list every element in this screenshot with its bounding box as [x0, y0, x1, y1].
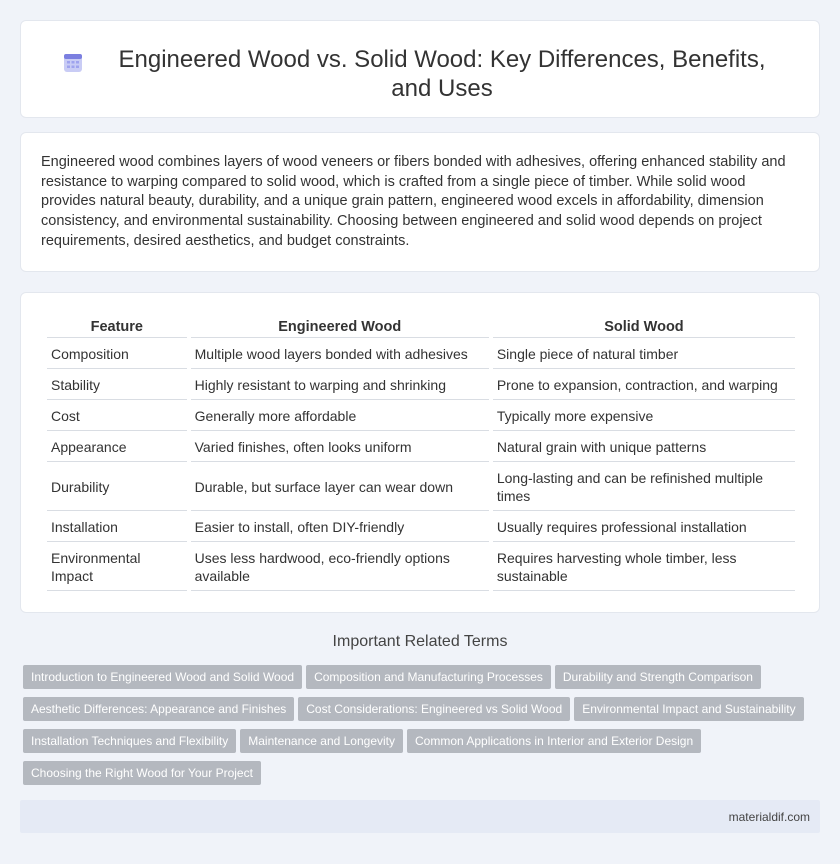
table-row [47, 371, 795, 400]
related-term-tag[interactable]: Cost Considerations: Engineered vs Solid Wood [298, 697, 570, 721]
comparison-table [43, 317, 799, 593]
footer [20, 800, 820, 833]
solid-cell: Single piece of natural timber [493, 340, 795, 369]
intro-card [20, 132, 820, 272]
table-row [47, 464, 795, 511]
header-engineered-wood: Engineered Wood [191, 319, 489, 338]
related-term-tag[interactable]: Introduction to Engineered Wood and Solid Wood [23, 665, 302, 689]
related-term-tag[interactable]: Durability and Strength Comparison [555, 665, 761, 689]
table-row [47, 544, 795, 591]
document-icon [61, 51, 85, 75]
table-row [47, 433, 795, 462]
table-row [47, 513, 795, 542]
header-feature: Feature [47, 319, 187, 338]
related-term-tag[interactable]: Choosing the Right Wood for Your Project [23, 761, 261, 785]
table-row [47, 340, 795, 369]
related-term-tag[interactable]: Common Applications in Interior and Exterior Design [407, 729, 701, 753]
feature-cell: Appearance [47, 433, 187, 462]
page-title: Engineered Wood vs. Solid Wood: Key Differences, Benefits, and Uses [118, 46, 766, 102]
feature-cell: Environmental Impact [47, 544, 187, 591]
solid-cell: Natural grain with unique patterns [493, 433, 795, 462]
feature-cell: Composition [47, 340, 187, 369]
solid-cell: Typically more expensive [493, 402, 795, 431]
intro-paragraph: Engineered wood combines layers of wood veneers or fibers bonded with adhesives, offering enhanced stability and resistance to warping compared to solid wood, which is crafted from a single piece of timber. While solid wood provides natural beauty, durability, and a unique grain pattern, engineered wood excels in affordability, dimension consistency, and environmental sustainability. Choosing between engineered and solid wood depends on project requirements, desired aesthetics, and budget constraints. [41, 154, 786, 249]
related-terms-list [23, 665, 823, 793]
solid-cell: Long-lasting and can be refinished multiple times [493, 464, 795, 511]
table-row [47, 402, 795, 431]
solid-cell: Prone to expansion, contraction, and warping [493, 371, 795, 400]
footer-site-link[interactable]: materialdif.com [728, 810, 810, 824]
related-term-tag[interactable]: Composition and Manufacturing Processes [306, 665, 551, 689]
title-wrap [21, 21, 819, 103]
engineered-cell: Durable, but surface layer can wear down [191, 464, 489, 511]
related-term-tag[interactable]: Environmental Impact and Sustainability [574, 697, 803, 721]
feature-cell: Cost [47, 402, 187, 431]
title-card [20, 20, 820, 118]
engineered-cell: Highly resistant to warping and shrinking [191, 371, 489, 400]
engineered-cell: Multiple wood layers bonded with adhesives [191, 340, 489, 369]
related-term-tag[interactable]: Aesthetic Differences: Appearance and Finishes [23, 697, 294, 721]
feature-cell: Durability [47, 464, 187, 511]
comparison-card [20, 292, 820, 613]
feature-cell: Stability [47, 371, 187, 400]
header-solid-wood: Solid Wood [493, 319, 795, 338]
engineered-cell: Generally more affordable [191, 402, 489, 431]
solid-cell: Usually requires professional installation [493, 513, 795, 542]
solid-cell: Requires harvesting whole timber, less sustainable [493, 544, 795, 591]
related-term-tag[interactable]: Installation Techniques and Flexibility [23, 729, 236, 753]
feature-cell: Installation [47, 513, 187, 542]
engineered-cell: Varied finishes, often looks uniform [191, 433, 489, 462]
related-terms-title: Important Related Terms [332, 633, 508, 650]
related-term-tag[interactable]: Maintenance and Longevity [240, 729, 403, 753]
engineered-cell: Easier to install, often DIY-friendly [191, 513, 489, 542]
engineered-cell: Uses less hardwood, eco-friendly options available [191, 544, 489, 591]
table-header-row [47, 319, 795, 338]
